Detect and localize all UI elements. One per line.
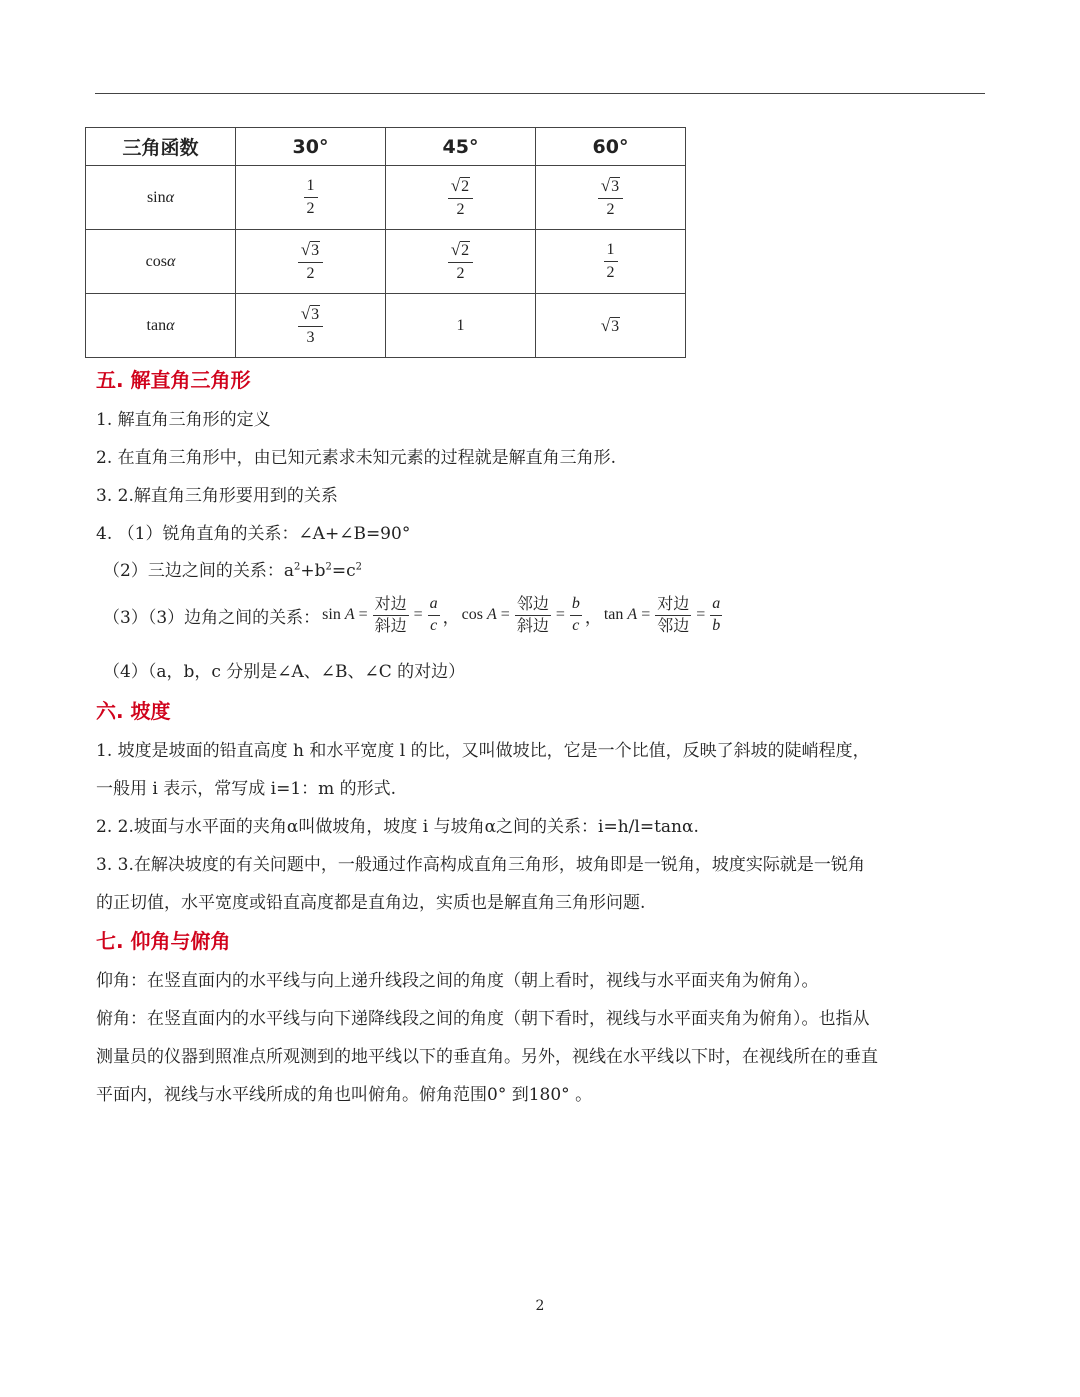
fraction xyxy=(373,596,409,635)
table-header: 60° xyxy=(536,128,686,166)
table-header: 三角函数 xyxy=(86,128,236,166)
denominator: 2 xyxy=(606,264,615,281)
table-cell xyxy=(386,294,536,358)
comma: ， xyxy=(442,607,460,628)
fraction xyxy=(298,305,323,346)
function-name: cos xyxy=(145,252,167,270)
function-label xyxy=(86,230,236,294)
denominator: 2 xyxy=(456,265,465,282)
paragraph: 2. 2.坡面与水平面的夹角α叫做坡角，坡度 i 与坡角α之间的关系：i=h/l=tanα. xyxy=(96,817,699,837)
section-title-elevation-depression: 七. 仰角与俯角 xyxy=(96,929,231,953)
section-title-slope: 六. 坡度 xyxy=(96,699,171,723)
fraction xyxy=(448,177,473,218)
denominator: 斜边 xyxy=(374,615,407,635)
denominator: 2 xyxy=(456,201,465,218)
denominator: c xyxy=(572,616,580,634)
numerator xyxy=(298,305,323,327)
equals: = xyxy=(696,606,706,624)
radicand: 2 xyxy=(461,178,470,195)
section-title-solve-right-triangle: 五. 解直角三角形 xyxy=(96,368,251,392)
denominator: 斜边 xyxy=(516,615,549,635)
table-cell xyxy=(386,166,536,230)
equals: = xyxy=(555,606,565,624)
paragraph: 3. 3.在解决坡度的有关问题中，一般通过作高构成直角三角形，坡角即是一锐角，坡度实际就是一锐角 xyxy=(96,855,865,875)
table-cell xyxy=(536,230,686,294)
table-cell xyxy=(236,294,386,358)
paragraph: （4）（a，b，c 分别是∠A、∠B、∠C 的对边） xyxy=(103,662,466,682)
numerator xyxy=(598,177,623,199)
numerator: a xyxy=(428,596,440,616)
table-cell xyxy=(536,294,686,358)
numerator: 对边 xyxy=(655,596,691,616)
denominator: c xyxy=(430,616,438,634)
paragraph: 3. 2.解直角三角形要用到的关系 xyxy=(96,486,338,506)
radicand: 3 xyxy=(611,317,620,335)
text: +b xyxy=(300,561,326,581)
paragraph: 的正切值，水平宽度或铅直高度都是直角边，实质也是解直角三角形问题. xyxy=(96,893,646,913)
fraction xyxy=(655,596,691,635)
side-angle-relations xyxy=(103,596,725,635)
table-header-row xyxy=(86,128,686,166)
radical: √3 xyxy=(300,240,320,259)
table-row xyxy=(86,230,686,294)
text: （3）（3）边角之间的关系： xyxy=(103,607,321,628)
paragraph: 测量员的仪器到照准点所观测到的地平线以下的垂直角。另外，视线在水平线以下时，在视线所在的垂直 xyxy=(96,1047,878,1067)
radicand: 2 xyxy=(461,242,470,259)
superscript: 2 xyxy=(293,561,301,573)
radical: √3 xyxy=(600,176,620,195)
fraction xyxy=(428,596,440,635)
cell-value: 1 xyxy=(456,316,465,334)
denominator: 3 xyxy=(306,329,315,346)
alpha-symbol: α xyxy=(165,188,175,206)
angle-a: A xyxy=(487,606,497,624)
equals: = xyxy=(413,606,423,624)
table-cell xyxy=(536,166,686,230)
paragraph: 一般用 i 表示，常写成 i=1：m 的形式. xyxy=(96,779,397,799)
angle-a: A xyxy=(344,606,355,624)
pythagoras-line xyxy=(103,556,993,581)
radical: √3 xyxy=(300,304,320,323)
radical: √2 xyxy=(450,240,470,259)
equals: = xyxy=(641,606,651,624)
paragraph: 俯角：在竖直面内的水平线与向下递降线段之间的角度（朝下看时，视线与水平面夹角为俯角）。也指从 xyxy=(96,1009,870,1029)
radicand: 3 xyxy=(611,178,620,195)
denominator: b xyxy=(712,616,721,634)
fraction xyxy=(304,178,318,217)
text: （2）三边之间的关系：a xyxy=(103,561,294,581)
numerator: 邻边 xyxy=(515,596,551,616)
equals: = xyxy=(500,606,510,624)
function-label xyxy=(86,294,236,358)
fraction xyxy=(604,242,618,281)
numerator xyxy=(448,177,473,199)
numerator-value: 1 xyxy=(606,241,615,258)
fraction xyxy=(298,241,323,282)
numerator-value: 1 xyxy=(306,177,315,194)
numerator xyxy=(448,241,473,263)
table-row xyxy=(86,166,686,230)
superscript: 2 xyxy=(325,561,332,573)
paragraph: 1. 坡度是坡面的铅直高度 h 和水平宽度 l 的比，又叫做坡比，它是一个比值，反映了斜坡的陡峭程度， xyxy=(96,741,870,761)
table-cell xyxy=(236,230,386,294)
numerator: 对边 xyxy=(373,596,409,616)
function-name: sin xyxy=(146,188,166,206)
superscript: 2 xyxy=(355,561,362,573)
denominator: 邻边 xyxy=(657,615,690,635)
paragraph: 平面内，视线与水平线所成的角也叫俯角。俯角范围0° 到180° 。 xyxy=(96,1085,593,1105)
page-number: 2 xyxy=(535,1298,545,1314)
denominator: 2 xyxy=(606,201,615,218)
angle-a: A xyxy=(627,606,638,624)
alpha-symbol: α xyxy=(166,316,175,334)
fraction xyxy=(515,596,551,635)
paragraph: 仰角：在竖直面内的水平线与向上递升线段之间的角度（朝上看时，视线与水平面夹角为俯角）。 xyxy=(96,971,819,991)
denominator: 2 xyxy=(306,200,315,217)
header-rule xyxy=(95,93,985,94)
table-header: 30° xyxy=(236,128,386,166)
tan-label: tan xyxy=(603,606,624,624)
radicand: 3 xyxy=(311,306,320,323)
function-name: tan xyxy=(146,316,167,334)
denominator: 2 xyxy=(306,265,315,282)
trig-values-table xyxy=(85,127,686,358)
paragraph: 1. 解直角三角形的定义 xyxy=(96,410,271,430)
numerator xyxy=(604,242,618,262)
fraction xyxy=(448,241,473,282)
fraction xyxy=(598,177,623,218)
paragraph: 2. 在直角三角形中，由已知元素求未知元素的过程就是解直角三角形. xyxy=(96,448,617,468)
sin-label: sin xyxy=(322,606,341,624)
numerator: a xyxy=(710,596,722,616)
table-header: 45° xyxy=(386,128,536,166)
fraction xyxy=(710,596,722,635)
alpha-symbol: α xyxy=(166,252,176,270)
radical: √3 xyxy=(600,315,620,335)
equals: = xyxy=(358,606,368,624)
text: =c xyxy=(331,561,356,581)
numerator xyxy=(298,241,323,263)
fraction xyxy=(570,596,582,635)
radicand: 3 xyxy=(311,242,320,259)
numerator: b xyxy=(570,596,582,616)
paragraph: 4. （1）锐角直角的关系：∠A+∠B=90° xyxy=(96,524,411,544)
table-cell xyxy=(236,166,386,230)
table-cell xyxy=(386,230,536,294)
cos-label: cos xyxy=(461,606,483,624)
comma: ， xyxy=(584,607,602,628)
function-label xyxy=(86,166,236,230)
numerator xyxy=(304,178,318,198)
radical: √2 xyxy=(450,176,470,195)
table-row xyxy=(86,294,686,358)
